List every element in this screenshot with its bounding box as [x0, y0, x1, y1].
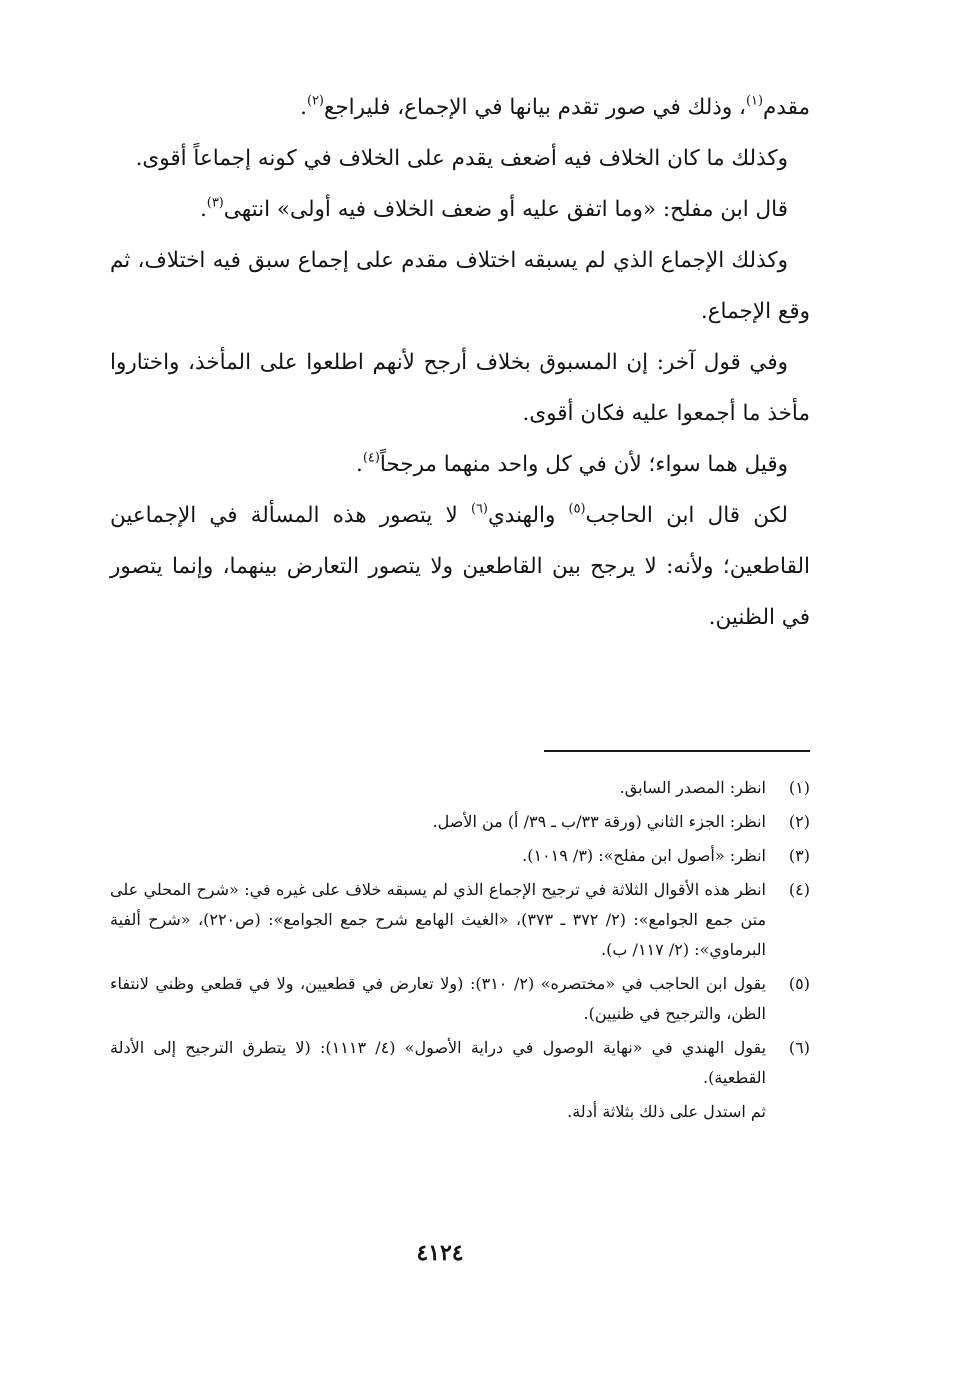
footnote-4	[110, 875, 810, 965]
footnote-number: (٢)	[788, 812, 810, 831]
paragraph-6: وقيل هما سواء؛ لأن في كل واحد منهما مرجحاً$^{(٤)}$.	[356, 450, 788, 477]
footnote-2	[110, 807, 810, 837]
footnote-text: يقول ابن الحاجب في «مختصره» (٢/ ٣١٠): (ولا تعارض في قطعيين، ولا في قطعي وظني لانتفاء الظن، والترجيح في ظنيين).	[110, 974, 767, 1023]
footnote-ref-1: (١)	[746, 93, 763, 109]
paragraph-2: وكذلك ما كان الخلاف فيه أضعف يقدم على الخلاف في كونه إجماعاً أقوى.	[135, 146, 788, 171]
footnote-ref-4: (٤)	[362, 450, 380, 466]
paragraph-5: وفي قول آخر: إن المسبوق بخلاف أرجح لأنهم اطلعوا على المأخذ، واختاروا مأخذ ما أجمعوا عليه فكان أقوى.	[110, 350, 810, 426]
footnote-text: انظر: «أصول ابن مفلح»: (٣/ ١٠١٩).	[522, 846, 766, 865]
footnote-ref-6: (٦)	[470, 501, 488, 517]
footnote-text: يقول الهندي في «نهاية الوصول في دراية الأصول» (٤/ ١١١٣): (لا يتطرق الترجيح إلى الأدلة القطعية).	[110, 1038, 767, 1087]
page-number: ٤١٢٤	[416, 1240, 464, 1266]
paragraph-1: مقدم$^{(١)}$، وذلك في صور تقدم بيانها في الإجماع، فليراجع$^{(٢)}$.	[300, 93, 810, 120]
footnote-6-continuation: ثم استدل على ذلك بثلاثة أدلة.	[567, 1102, 766, 1121]
footnote-number: (١)	[788, 778, 810, 797]
footnote-ref-3: (٣)	[206, 195, 224, 211]
footnote-text: انظر هذه الأقوال الثلاثة في ترجيح الإجماع الذي لم يسبقه خلاف على غيره في: «شرح المحلي على متن جمع الجوامع»: (٢/ ٣٧٢ ـ ٣٧٣)، «الغيث الهامع شرح جمع الجوامع»: (ص٢٢٠)، «شرح ألفية البرماوي»: (٢/ ١١٧/ ب).	[110, 880, 767, 959]
footnote-1	[110, 773, 810, 803]
paragraph-3: قال ابن مفلح: «وما اتفق عليه أو ضعف الخلاف فيه أولى» انتهى$^{(٣)}$.	[199, 195, 788, 222]
footnote-3	[110, 841, 810, 871]
footnote-separator-rule	[544, 750, 810, 752]
footnote-5	[110, 969, 810, 1029]
footnote-6	[110, 1033, 810, 1093]
paragraph-4: وكذلك الإجماع الذي لم يسبقه اختلاف مقدم على إجماع سبق فيه اختلاف، ثم وقع الإجماع.	[110, 248, 810, 324]
footnote-number: (٤)	[788, 880, 810, 899]
footnote-text: انظر: المصدر السابق.	[619, 778, 766, 797]
footnote-number: (٦)	[788, 1038, 810, 1057]
footnote-ref-2: (٢)	[306, 93, 324, 109]
footnote-text: انظر: الجزء الثاني (ورقة ٣٣/ب ـ ٣٩/ أ) من الأصل.	[432, 812, 766, 831]
paragraph-7: لكن قال ابن الحاجب$^{(٥)}$ والهندي$^{(٦)}$ لا يتصور هذه المسألة في الإجماعين القاطعين؛ ولأنه: لا يرجح بين القاطعين ولا يتصور التعارض بينهما، وإنما يتصور في الظنين.	[110, 501, 810, 630]
footnotes-section	[110, 773, 810, 1127]
footnote-number: (٣)	[788, 846, 810, 865]
main-text-block	[110, 82, 810, 643]
footnote-ref-5: (٥)	[568, 501, 586, 517]
footnote-number: (٥)	[788, 974, 810, 993]
